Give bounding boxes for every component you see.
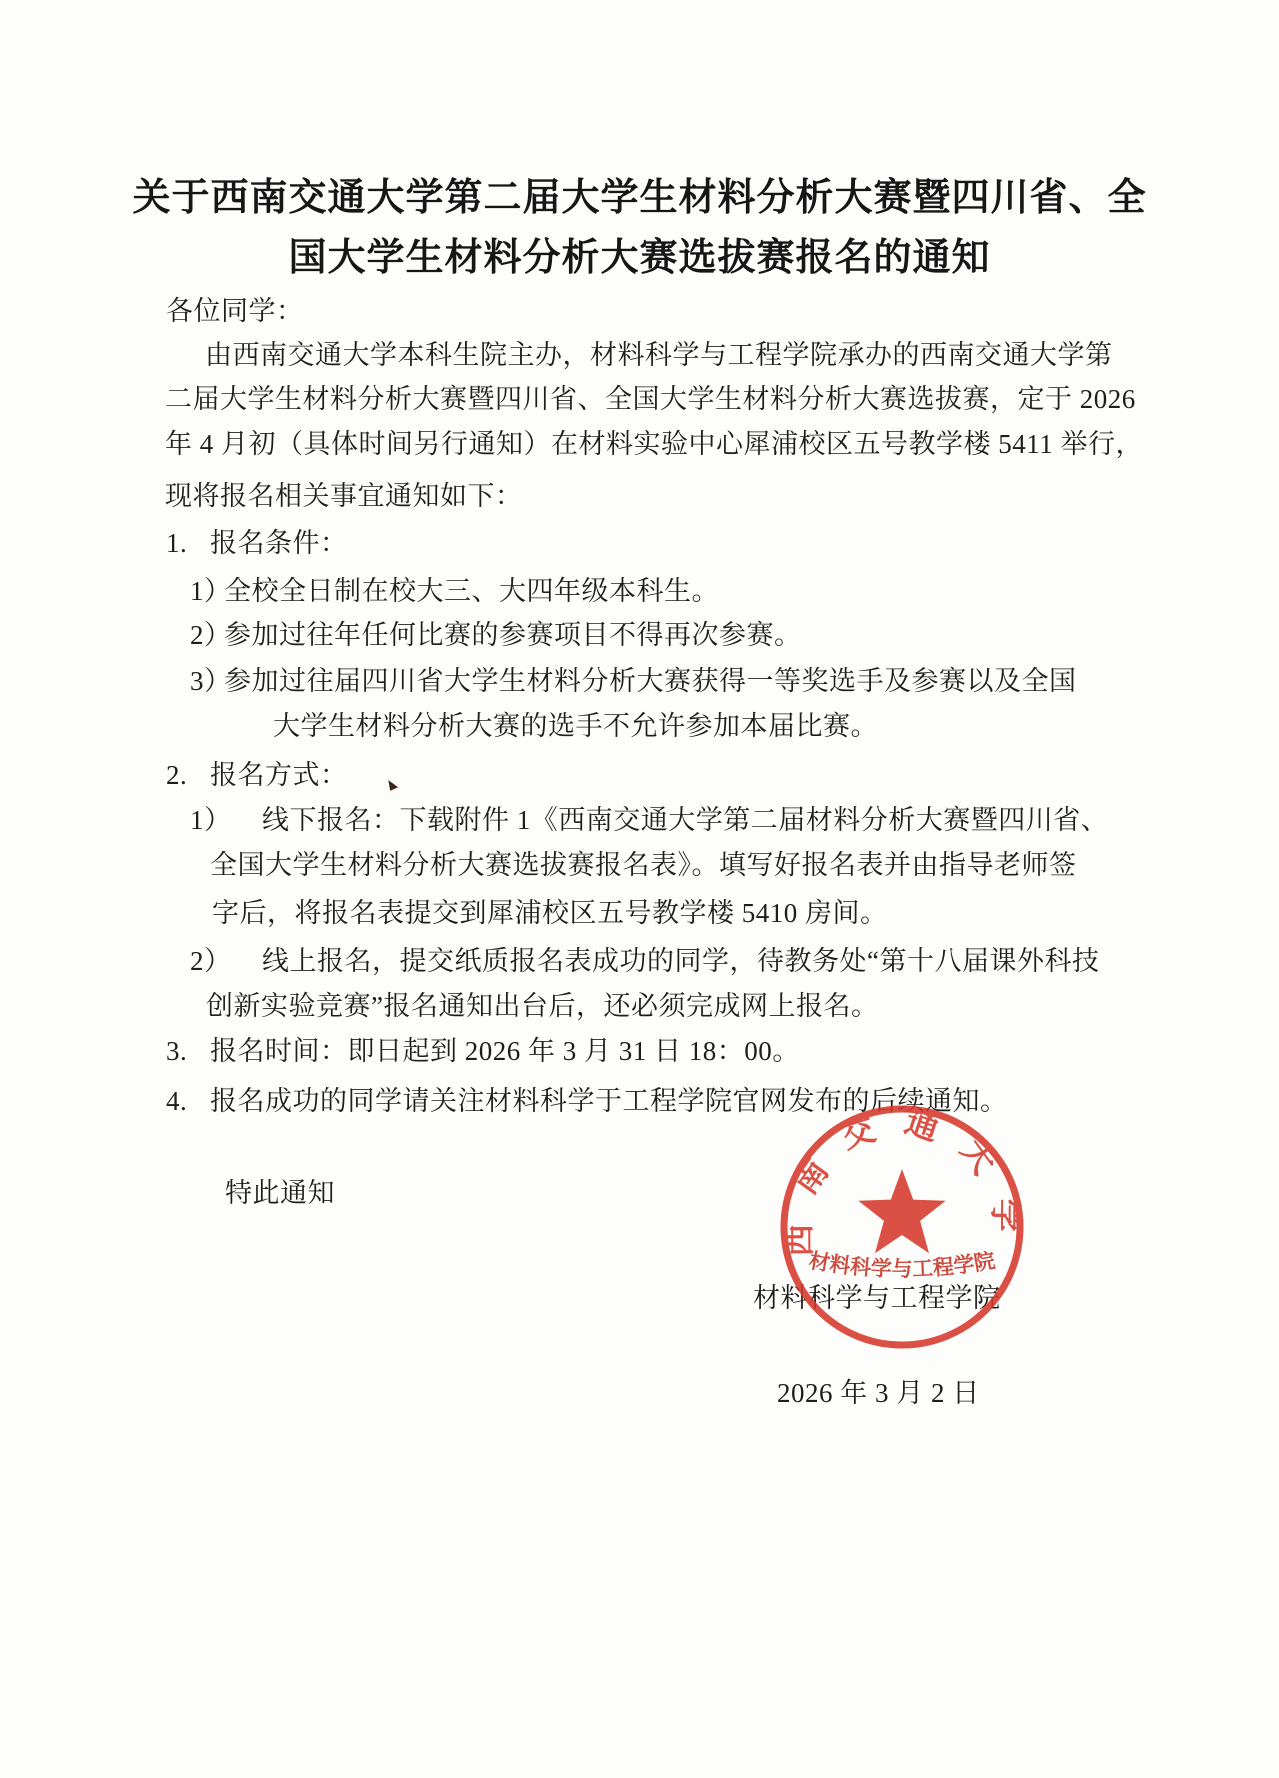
section2-heading	[166, 758, 348, 792]
section2-item2-line1	[190, 944, 1099, 978]
section3-text: 报名时间：即日起到 2026 年 3 月 31 日 18：00。	[210, 1036, 800, 1066]
section1-item3-text1: 参加过往届四川省大学生材料分析大赛获得一等奖选手及参赛以及全国	[224, 666, 1077, 696]
section1-item1-text: 全校全日制在校大三、大四年级本科生。	[224, 576, 719, 606]
section2-item1-line3: 字后，将报名表提交到犀浦校区五号教学楼 5410 房间。	[212, 898, 888, 928]
section2-item1-number: 1）	[190, 805, 232, 835]
section1-number: 1.	[166, 528, 188, 558]
document-title-line1: 关于西南交通大学第二届大学生材料分析大赛暨四川省、全	[132, 177, 1147, 219]
section1-item2	[190, 618, 802, 652]
section4-text: 报名成功的同学请关注材料科学于工程学院官网发布的后续通知。	[210, 1086, 1008, 1116]
section2-item1-text1: 线下报名：下载附件 1《西南交通大学第二届材料分析大赛暨四川省、	[262, 805, 1109, 835]
seal-department-text: 材料科学与工程学院	[807, 1248, 997, 1281]
section1-item2-number: 2）	[190, 620, 232, 650]
section4-number: 4.	[166, 1086, 188, 1116]
section1-item2-text: 参加过往年任何比赛的参赛项目不得再次参赛。	[224, 620, 802, 650]
document-title-line2: 国大学生材料分析大赛选拔赛报名的通知	[288, 237, 991, 279]
section1-item3-line1	[190, 664, 1077, 698]
signature-date: 2026 年 3 月 2 日	[777, 1378, 980, 1408]
section3-number: 3.	[166, 1036, 188, 1066]
section2-item1-line1	[190, 803, 1108, 837]
section2-item2-number: 2）	[190, 946, 232, 976]
section1-item1	[190, 574, 719, 608]
intro-line3: 年 4 月初（具体时间另行通知）在材料实验中心犀浦校区五号教学楼 5411 举行，	[165, 429, 1143, 459]
intro-line4: 现将报名相关事宜通知如下：	[165, 481, 523, 511]
section2-number: 2.	[166, 760, 188, 790]
section2-title: 报名方式：	[210, 760, 348, 790]
official-seal-stamp	[762, 1087, 1042, 1367]
closing-phrase: 特此通知	[225, 1178, 335, 1208]
section3-line	[166, 1034, 800, 1068]
section1-item1-number: 1）	[190, 576, 232, 606]
section1-item3-line2: 大学生材料分析大赛的选手不允许参加本届比赛。	[273, 711, 878, 741]
section1-heading	[166, 526, 348, 560]
seal-university-text: 西南交通大学	[781, 1103, 1023, 1257]
section1-title: 报名条件：	[210, 528, 348, 558]
pen-mark-artifact	[385, 780, 399, 794]
greeting: 各位同学：	[166, 296, 304, 326]
seal-star-icon	[858, 1169, 945, 1253]
signature-department: 材料科学与工程学院	[753, 1283, 1001, 1313]
section2-item2-text1: 线上报名，提交纸质报名表成功的同学，待教务处“第十八届课外科技	[262, 946, 1100, 976]
section1-item3-number: 3）	[190, 666, 232, 696]
intro-line1: 由西南交通大学本科生院主办，材料科学与工程学院承办的西南交通大学第	[205, 340, 1113, 370]
section2-item1-line2: 全国大学生材料分析大赛选拔赛报名表》。填写好报名表并由指导老师签	[210, 850, 1077, 880]
intro-line2: 二届大学生材料分析大赛暨四川省、全国大学生材料分析大赛选拔赛，定于 2026	[165, 384, 1136, 414]
section2-item2-line2: 创新实验竞赛”报名通知出台后，还必须完成网上报名。	[206, 991, 879, 1021]
